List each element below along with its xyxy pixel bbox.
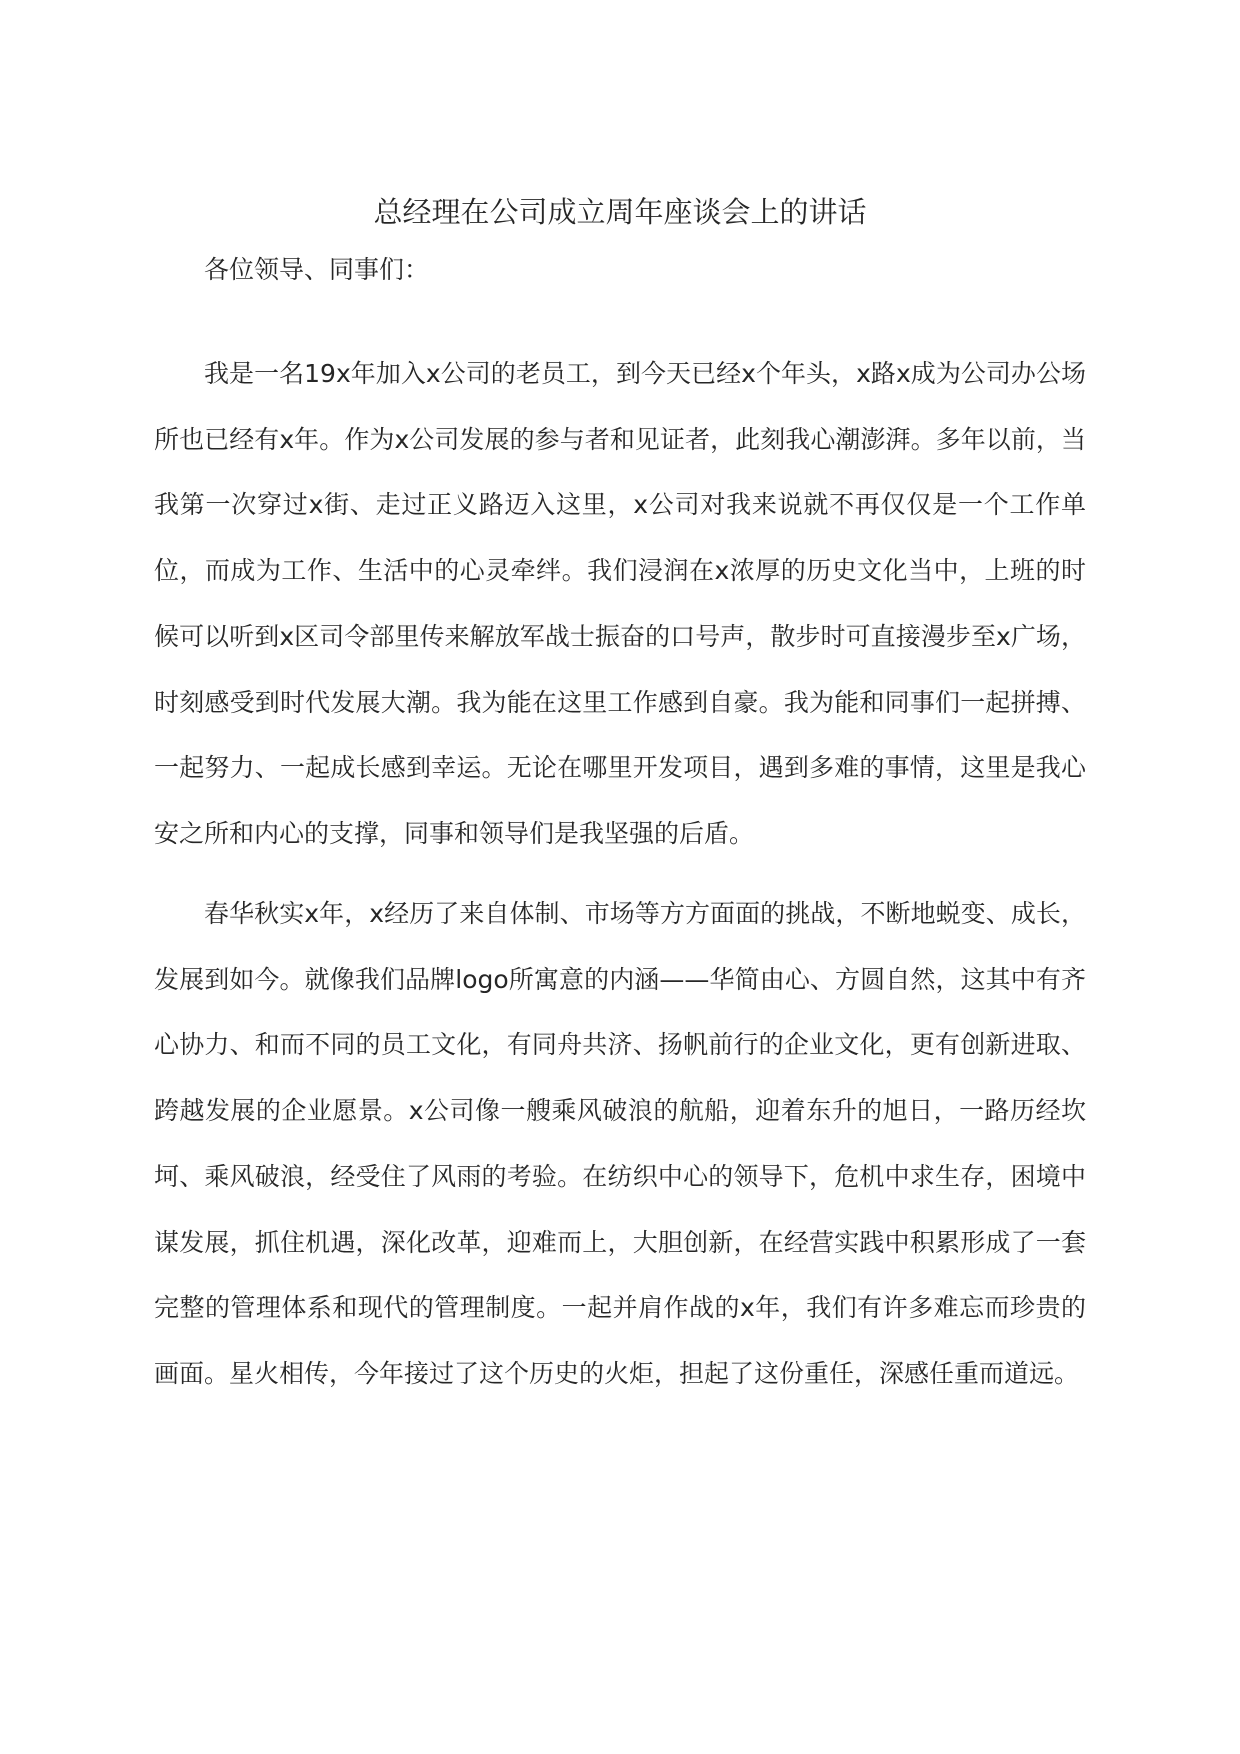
salutation: 各位领导、同事们： [204, 255, 430, 284]
document-title: 总经理在公司成立周年座谈会上的讲话 [373, 195, 867, 229]
paragraph-1: 我是一名19x年加入x公司的老员工，到今天已经x个年头，x路x成为公司办公场所也已经有x年。作为x公司发展的参与者和见证者，此刻我心潮澎湃。多年以前，当我第一次穿过x街、走过正义路迈入这里，x公司对我来说就不再仅仅是一个工作单位，而成为工作、生活中的心灵牵绊。我们浸润在x浓厚的历史文化当中，上班的时候可以听到x区司令部里传来解放军战士振奋的口号声，散步时可直接漫步至x广场，时刻感受到时代发展大潮。我为能在这里工作感到自豪。我为能和同事们一起拼搏、一起努力、一起成长感到幸运。无论在哪里开发项目，遇到多难的事情，这里是我心安之所和内心的支撑，同事和领导们是我坚强的后盾。 [154, 359, 1086, 848]
paragraph-2: 春华秋实x年，x经历了来自体制、市场等方方面面的挑战，不断地蜕变、成长，发展到如今。就像我们品牌logo所寓意的内涵——华简由心、方圆自然，这其中有齐心协力、和而不同的员工文化，有同舟共济、扬帆前行的企业文化，更有创新进取、跨越发展的企业愿景。x公司像一艘乘风破浪的航船，迎着东升的旭日，一路历经坎坷、乘风破浪，经受住了风雨的考验。在纺织中心的领导下，危机中求生存，困境中谋发展，抓住机遇，深化改革，迎难而上，大胆创新，在经营实践中积累形成了一套完整的管理体系和现代的管理制度。一起并肩作战的x年，我们有许多难忘而珍贵的画面。星火相传，今年接过了这个历史的火炬，担起了这份重任，深感任重而道远。 [154, 899, 1086, 1388]
